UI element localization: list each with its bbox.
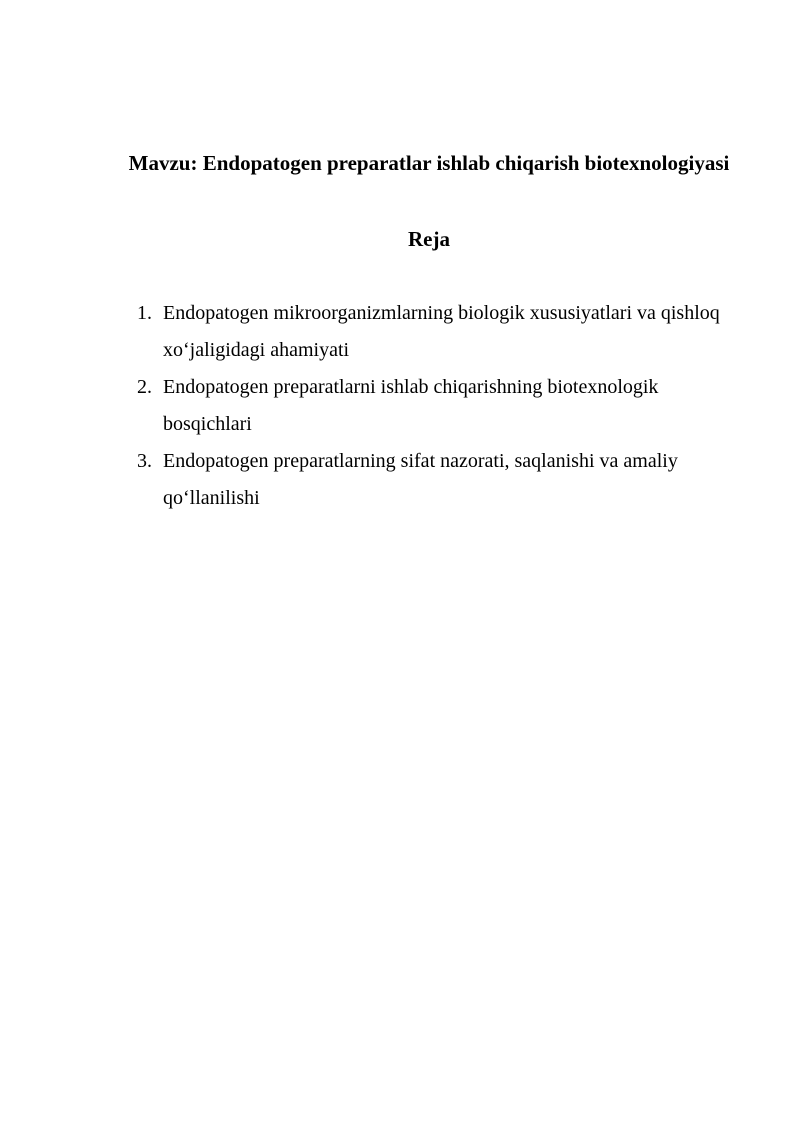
plan-item — [137, 369, 737, 443]
plan-list — [137, 295, 737, 517]
plan-item — [137, 443, 737, 517]
plan-heading: Reja — [408, 227, 450, 251]
plan-item-text: Endopatogen preparatlarni ishlab chiqarishning biotexnologik bosqichlari — [163, 376, 659, 435]
plan-item-number: 1. — [137, 302, 152, 324]
plan-item-number: 3. — [137, 450, 152, 472]
plan-item — [137, 295, 737, 369]
plan-item-text: Endopatogen preparatlarning sifat nazorati, saqlanishi va amaliy qo‘llanilishi — [163, 450, 678, 509]
document-title: Mavzu: Endopatogen preparatlar ishlab chiqarish biotexnologiyasi — [128, 151, 730, 175]
plan-item-text: Endopatogen mikroorganizmlarning biologik xususiyatlari va qishloq xo‘jaligidagi ahamiyati — [163, 302, 720, 361]
plan-item-number: 2. — [137, 376, 152, 398]
